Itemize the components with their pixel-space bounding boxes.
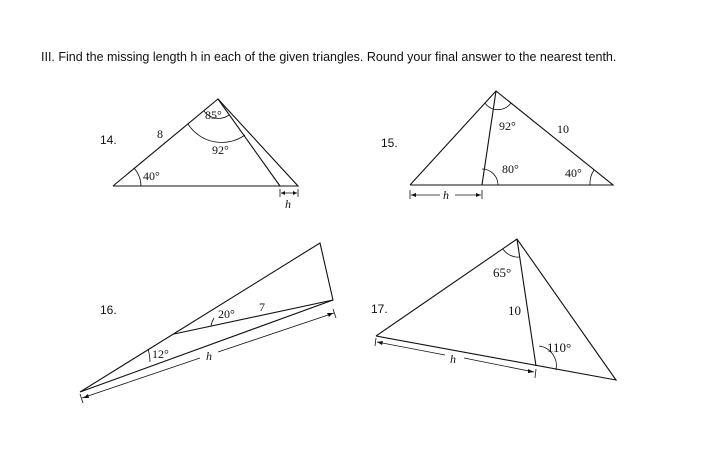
problem-15-number: 15. xyxy=(381,136,398,150)
label-14-base-angle: 40° xyxy=(143,169,160,183)
label-15-h: h xyxy=(443,188,449,202)
label-14-top-angle-outer: 92° xyxy=(212,143,229,157)
problem-14-number: 14. xyxy=(100,133,117,147)
problem-16-number: 16. xyxy=(100,303,117,317)
label-14-top-angle-inner: 85° xyxy=(205,108,222,122)
label-15-side: 10 xyxy=(557,122,569,136)
label-14-side: 8 xyxy=(157,127,163,141)
label-14-h: h xyxy=(285,197,291,211)
triangle-14 xyxy=(113,99,298,211)
triangle-17 xyxy=(375,239,616,380)
label-16-h: h xyxy=(206,349,212,363)
triangle-16 xyxy=(80,243,336,403)
label-16-segment: 7 xyxy=(259,300,265,314)
label-15-base-angle: 40° xyxy=(565,166,582,180)
label-17-top-angle: 65° xyxy=(493,265,512,280)
label-17-h: h xyxy=(450,352,456,366)
label-17-right-angle: 110° xyxy=(547,340,572,355)
label-15-mid-angle: 80° xyxy=(502,162,519,176)
triangle-15 xyxy=(410,91,613,202)
label-15-top-angle: 92° xyxy=(499,119,516,133)
label-16-base-angle: 12° xyxy=(152,347,169,361)
label-16-inner-angle: 20° xyxy=(218,307,235,321)
instructions: III. Find the missing length h in each of the given triangles. Round your final answer to the nearest tenth. xyxy=(41,50,617,64)
label-17-segment: 10 xyxy=(508,303,521,318)
problem-17-number: 17. xyxy=(371,302,388,316)
